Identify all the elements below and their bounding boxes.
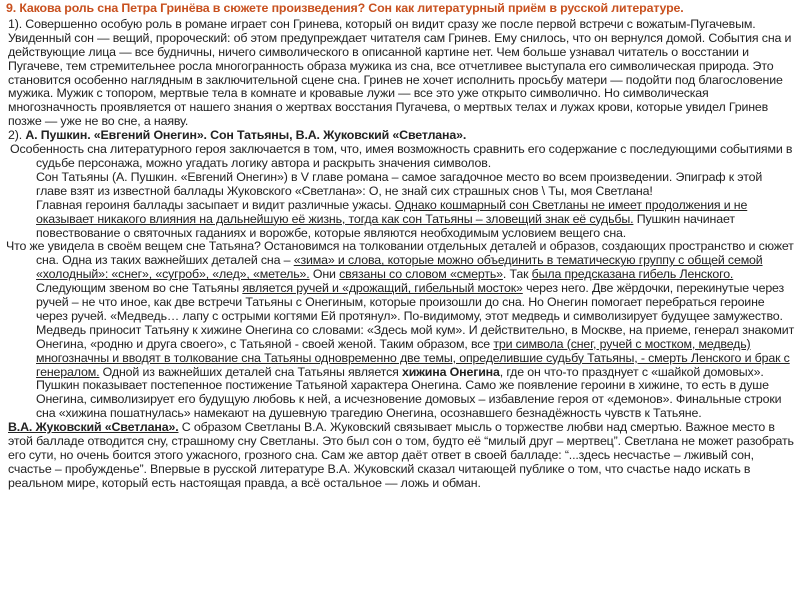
section-2-paragraph-2 [6, 171, 796, 199]
section-3-paragraph-2 [6, 282, 796, 421]
section-3-text-1: Они [309, 267, 340, 282]
section-3-underline-stream: является ручей и «дрожащий, гибельный мосток» [242, 281, 523, 296]
section-3-underline-lensky: была предсказана гибель Ленского. [531, 267, 734, 282]
section-2-p2-text: Сон Татьяны (А. Пушкин. «Евгений Онегин») в V главе романа – самое загадочное место во всем произведении. Эпиграф к этой главе взят из известной баллады Жуковского «Светлана»: О, не знай сих страшных снов \ Ты, моя Светлана! [36, 169, 763, 198]
section-1-paragraph [6, 18, 796, 129]
section-2-paragraph-1 [6, 143, 796, 171]
section-3-p2-text-d: , где он что-то празднует с «шайкой домовых». Пушкин показывает постепенное постижение Татьяной характера Онегина. Само же появление героини в хижине, то есть в душе Онегина, символизирует его будущую любовь к ней, а исчезновение домовых – избавление героя от «демонов». Финальные строки сна «хижина пошатнулась» намекают на душевную трагедию Онегина, осознавшего безнадёжность чувств к Татьяне. [36, 364, 782, 421]
section-3-paragraph-1 [6, 240, 796, 282]
section-2-heading [6, 129, 796, 143]
section-1-text: Совершенно особую роль в романе играет сон Гринева, который он видит сразу же после первой встречи с вожатым-Пугачевым. Увиденный сон — вещий, пророческий: об этом предупреждает читателя сам Гринев. Ему снилось, что он вернулся домой. События сна и действующие лица — все будничны, ничего символического в описанной картине нет. Чем больше узнавал читатель о восстании и Пугачеве, тем стремительнее росла многогранность образа мужика из сна, все отчетливее выступала его символическая природа. Это становится особенно наглядным в заключительной сцене сна. Гринев не хочет исполнить просьбу матери — подойти под благословение мужика. Мужик с топором, мертвые тела в комнате и кровавые лужи — все это уже открыто символично. Но символическая многозначность проявляется от нашего знания о жертвах восстания Пугачева, о мертвых телах и лужах крови, которые увидел Гринев позже — уже не во сне, а наяву. [8, 16, 792, 129]
section-2-title: А. Пушкин. «Евгений Онегин». Сон Татьяны, В.А. Жуковский «Светлана». [25, 128, 467, 143]
section-3-underline-death: связаны со словом «смерть» [339, 267, 503, 282]
section-3-p2-text-b: через него. Две жёрдочки, перекинутые через ручей – не что иное, как две встречи Татьяны с Онегиным, которые произошли до сна. Но Онегин помогает перебраться героине через ручей. «Медведь… лапу с острыми когтями Ей протянул». По-видимому, этот медведь и символизирует будущее замужество. Медведь приносит Татьяну к хижине Онегина со словами: «Здесь мой кум». И действительно, в Москве, на приеме, генерал знакомит Онегина, «родню и друга своего», с Татьяной - своей женой. Таким образом, все [36, 281, 795, 351]
section-2-p3-text: Главная героиня баллады засыпает и видит различные ужасы. [36, 197, 395, 212]
section-4-title: В.А. Жуковский «Светлана». [8, 420, 179, 435]
section-3-underline-winter: «зима» и слова, которые можно объединить в тематическую группу с общей семой «холодный»: «снег», «сугроб», «лед», «метель». [36, 253, 763, 282]
section-1-number: 1). [8, 16, 23, 31]
section-3-question: Что же увидела в своём вещем сне Татьяна? Остановимся на толковании отдельных деталей и образов, создающих пространство и сюжет сна. Одна из таких важнейших деталей сна – [6, 239, 794, 268]
section-2-number: 2). [8, 128, 26, 143]
section-2-p3-tail: Пушкин начинает повествование о святочных гаданиях и ворожбе, которые являются необходимым условием вещего сна. [36, 211, 735, 240]
section-3-p2-text-a: Следующим звеном во сне Татьяны [36, 281, 243, 296]
section-4-text: С образом Светланы В.А. Жуковский связывает мысль о торжестве любви над смертью. Важное место в этой балладе отводится сну, страшному сну Светланы. Это был сон о том, будто её “милый друг – мертвец”. Светлана не может разобрать его сути, но очень боится этого ужасного, грозного сна. Сам же автор даёт ответ в своей балладе: “...здесь несчастье – лживый сон, счастье – пробужденье”. Впервые в русской литературе В.А. Жуковский сказал читающей публике о том, что счастье надо искать в реальном мире, который есть настоящая правда, а всё остальное — ложь и обман. [8, 420, 794, 490]
section-2-paragraph-3 [6, 199, 796, 241]
section-4-paragraph [6, 421, 796, 491]
section-3-p2-text-c: Одной из важнейших деталей сна Татьяны является [99, 364, 402, 379]
section-3-text-2: . Так [502, 267, 532, 282]
section-2-p1-text: Особенность сна литературного героя заключается в том, что, имея возможность сравнить его содержание с последующими событиями в судьбе персонажа, можно угадать логику автора и раскрыть значения символов. [10, 142, 793, 170]
section-2-p3-underlined: Однако кошмарный сон Светланы не имеет продолжения и не оказывает никакого влияния на дальнейшую её жизнь, тогда как сон Татьяны – зловещий знак её судьбы. [36, 197, 748, 226]
question-heading: 9. Какова роль сна Петра Гринёва в сюжете произведения? Сон как литературный приём в русской литературе. [6, 1, 684, 15]
section-3-underline-symbols: три символа (снег, ручей с мостком, медведь) многозначны и вводят в толкование сна Татьяны одновременно две темы, определившие судьбу Татьяны, - смерть Ленского и брак с генералом. [36, 336, 790, 379]
section-3-bold-hut: хижина Онегина [401, 364, 500, 379]
